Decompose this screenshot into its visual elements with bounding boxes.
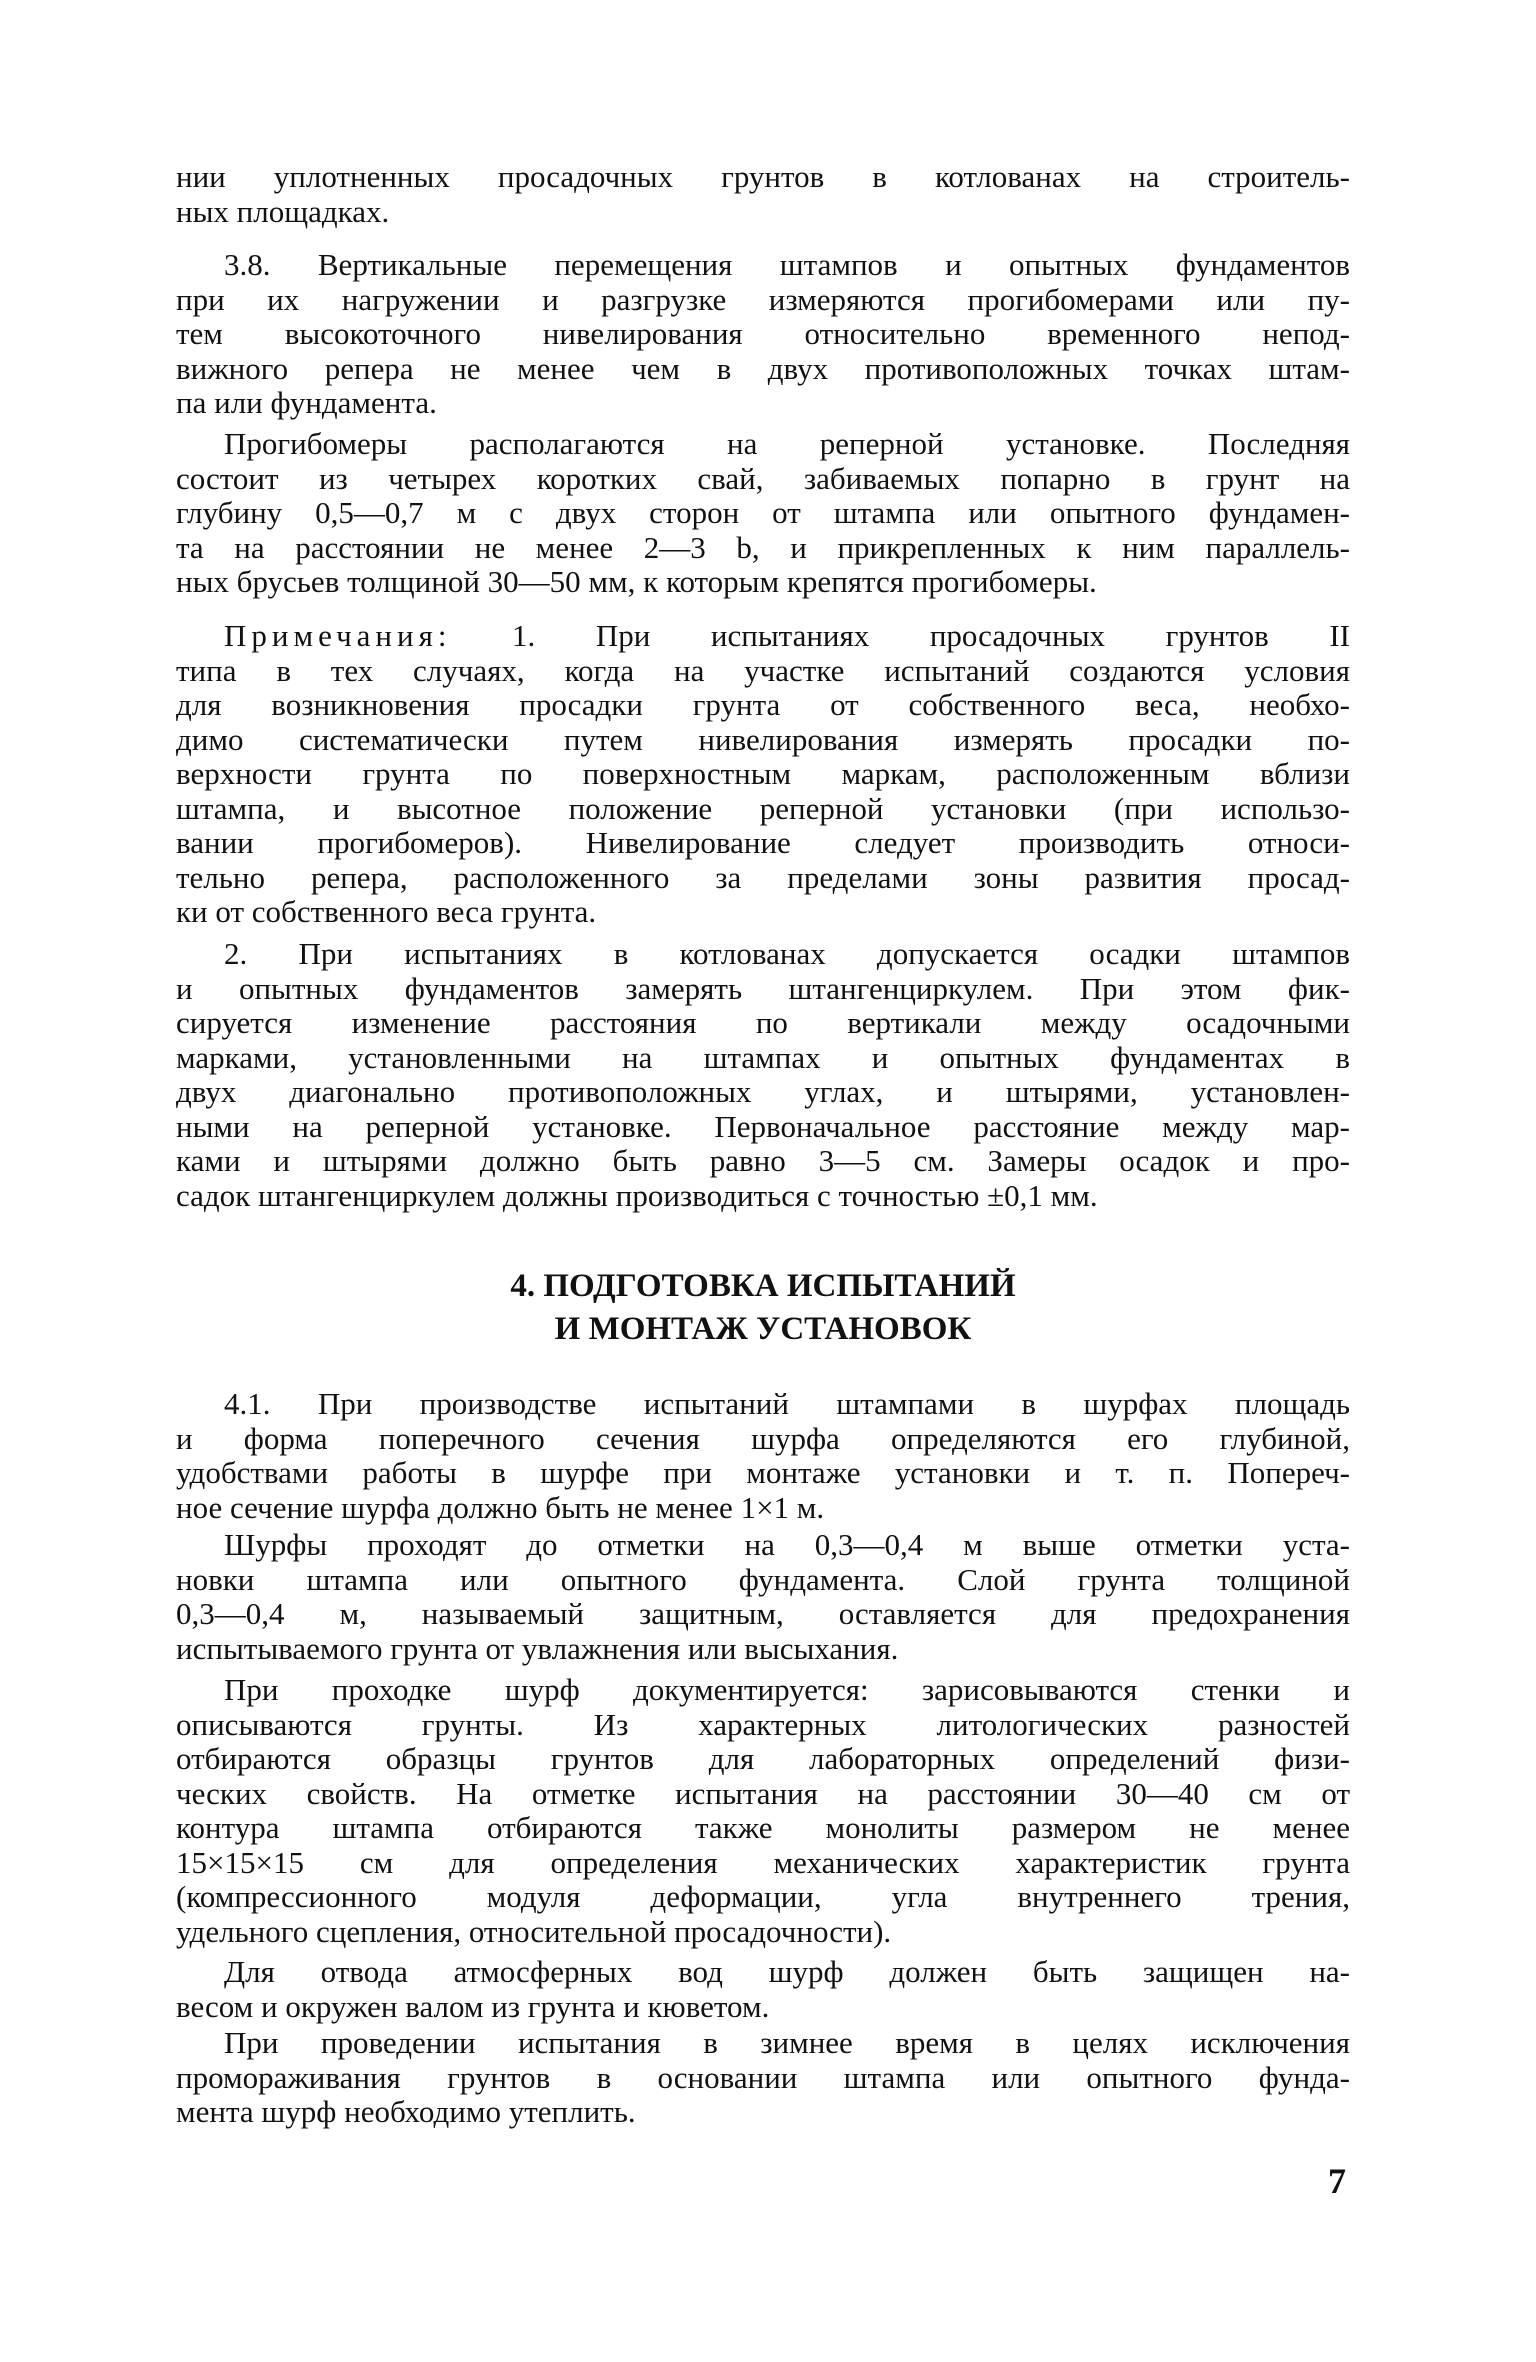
paragraph-prohodka: [176, 1673, 1350, 1949]
section-heading-line: 4. ПОДГОТОВКА ИСПЫТАНИЙ: [510, 1268, 1016, 1304]
text-line: ное сечение шурфа должно быть не менее 1×1 м.: [176, 1489, 825, 1525]
paragraph-note2: [176, 937, 1350, 1213]
section-heading-line: И МОНТАЖ УСТАНОВОК: [554, 1311, 972, 1347]
text-line: испытываемого грунта от увлажнения или высыхания.: [176, 1630, 899, 1666]
text-line: [176, 619, 1350, 654]
paragraph-shurfy: [176, 1528, 1350, 1666]
text-line: (компрессионного модуля деформации, угла внутреннего трения,: [176, 1879, 1350, 1914]
text-line: ками и штырями должно быть равно 3—5 см. Замеры осадок и про-: [176, 1143, 1350, 1178]
text-line: и форма поперечного сечения шурфа определяются его глубиной,: [176, 1420, 1350, 1456]
text-line: контура штампа отбираются также монолиты размером не менее: [176, 1810, 1350, 1845]
text-line: 4.1. При производстве испытаний штампами в шурфах площадь: [224, 1386, 1350, 1421]
text-line: При проходке шурф документируется: зарисовываются стенки и: [224, 1672, 1350, 1707]
text-line: мента шурф необходимо утеплить.: [176, 2094, 636, 2129]
text-line: ческих свойств. На отметке испытания на расстоянии 30—40 см от: [176, 1775, 1350, 1811]
text-line: для возникновения просадки грунта от собственного веса, необхо-: [176, 687, 1350, 722]
text-line: Прогибомеры располагаются на реперной установке. Последняя: [224, 426, 1350, 461]
text-line: отбираются образцы грунтов для лабораторных определений физи-: [176, 1741, 1350, 1776]
text-line: состоит из четырех коротких свай, забиваемых попарно в грунт на: [176, 460, 1350, 496]
text-line: ными на реперной установке. Первоначальное расстояние между мар-: [176, 1108, 1350, 1144]
paragraph-progib: [176, 427, 1350, 600]
text-line: ных площадках.: [176, 193, 390, 229]
paragraph-3-8: [176, 248, 1350, 421]
paragraph-note1: [176, 619, 1350, 930]
text-line: па или фундамента.: [176, 385, 437, 420]
text-line: глубину 0,5—0,7 м с двух сторон от штампа или опытного фундамен-: [176, 495, 1350, 530]
text-line: при их нагружении и разгрузке измеряются прогибомерами или пу-: [176, 281, 1350, 317]
text-line: сируется изменение расстояния по вертикали между осадочными: [176, 1005, 1350, 1040]
section-heading: [176, 1265, 1350, 1351]
paragraph-zima: [176, 2026, 1350, 2130]
text-line: ных брусьев толщиной 30—50 мм, к которым крепятся прогибомеры.: [176, 564, 1097, 599]
text-line: описываются грунты. Из характерных литологических разностей: [176, 1706, 1350, 1742]
text-line: димо систематически путем нивелирования измерять просадки по-: [176, 721, 1350, 757]
text-line: промораживания грунтов в основании штампа или опытного фунда-: [176, 2059, 1350, 2095]
text-line: тем высокоточного нивелирования относительно временного непод-: [176, 316, 1350, 351]
page-number: 7: [1328, 2161, 1346, 2201]
text-line: 15×15×15 см для определения механических характеристик грунта: [176, 1844, 1350, 1880]
text-line: верхности грунта по поверхностным маркам, расположенным вблизи: [176, 756, 1350, 791]
text-line: 2. При испытаниях в котлованах допускается осадки штампов: [224, 936, 1350, 971]
text-line: тельно репера, расположенного за пределами зоны развития просад-: [176, 859, 1350, 895]
text-line: весом и окружен валом из грунта и кюветом.: [176, 1988, 770, 2024]
text-line: ки от собственного веса грунта.: [176, 894, 597, 929]
text-line: удельного сцепления, относительной просадочности).: [176, 1913, 892, 1949]
text-line: 0,3—0,4 м, называемый защитным, оставляется для предохранения: [176, 1596, 1350, 1631]
text-line: новки штампа или опытного фундамента. Слой грунта толщиной: [176, 1561, 1350, 1597]
text-line: вании прогибомеров). Нивелирование следует производить относи-: [176, 825, 1350, 860]
text-line: При проведении испытания в зимнее время в целях исключения: [224, 2025, 1350, 2060]
text-line: и опытных фундаментов замерять штангенциркулем. При этом фик-: [176, 970, 1350, 1006]
text-line: та на расстоянии не менее 2—3 b, и прикрепленных к ним параллель-: [176, 529, 1350, 565]
text-line-rest: 1. При испытаниях просадочных грунтов II: [451, 618, 1350, 653]
paragraph-cont: [176, 160, 1350, 229]
text-line: садок штангенциркулем должны производиться с точностью ±0,1 мм.: [176, 1177, 1098, 1213]
text-line: удобствами работы в шурфе при монтаже установки и т. п. Попереч-: [176, 1455, 1350, 1490]
text-line: вижного репера не менее чем в двух противоположных точках штам-: [176, 350, 1350, 386]
text-line: штампа, и высотное положение реперной установки (при использо-: [176, 790, 1350, 826]
text-line: марками, установленными на штампах и опытных фундаментах в: [176, 1039, 1350, 1075]
text-line: Шурфы проходят до отметки на 0,3—0,4 м выше отметки уста-: [224, 1527, 1350, 1562]
paragraph-4-1: [176, 1387, 1350, 1525]
text-line: нии уплотненных просадочных грунтов в котлованах на строитель-: [176, 159, 1350, 194]
text-line: двух диагонально противоположных углах, и штырями, установлен-: [176, 1074, 1350, 1109]
text-line: Для отвода атмосферных вод шурф должен быть защищен на-: [224, 1954, 1350, 1989]
text-line: 3.8. Вертикальные перемещения штампов и опытных фундаментов: [224, 247, 1350, 282]
note-lead: Примечания:: [224, 618, 452, 653]
paragraph-otvod: [176, 1955, 1350, 2024]
text-line: типа в тех случаях, когда на участке испытаний создаются условия: [176, 652, 1350, 688]
